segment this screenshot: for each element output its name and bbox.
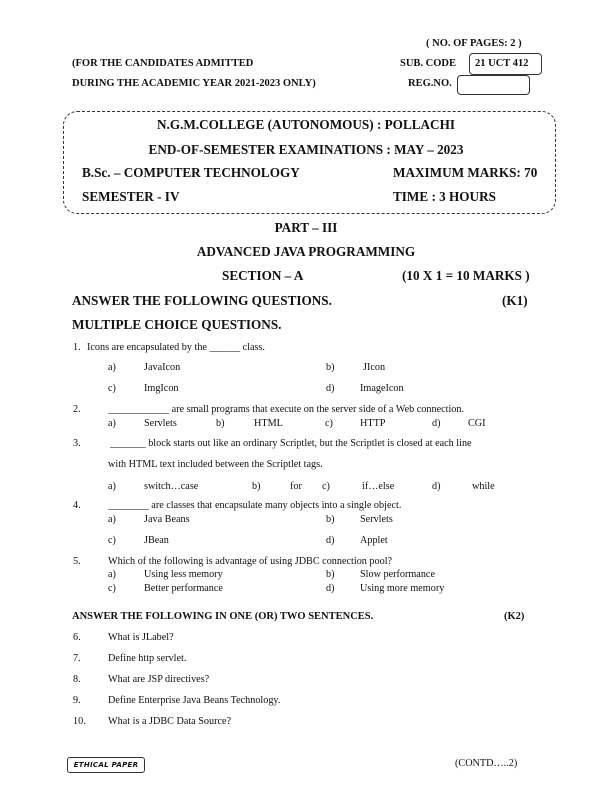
exam-name: END-OF-SEMESTER EXAMINATIONS : MAY – 2023 (148, 142, 464, 157)
option-key: c) (322, 481, 330, 492)
question-number: 3. (73, 438, 81, 449)
option-text: ImgIcon (144, 383, 179, 394)
short-question-8: What are JSP directives? (108, 674, 210, 685)
question-text: ________ are classes that encapsulate many objects into a single object. (108, 500, 402, 511)
option-key: d) (326, 583, 335, 594)
question-number: 4. (73, 500, 81, 511)
ethical-paper-badge: ETHICAL PAPER (67, 757, 145, 773)
question-text-continued: with HTML text included between the Scriptlet tags. (108, 459, 323, 470)
short-question-7: Define http servlet. (108, 653, 187, 664)
question-number: 9. (73, 695, 81, 706)
question-number: 1. (73, 342, 81, 353)
option-text: while (472, 481, 495, 492)
short-question-6: What is JLabel? (108, 632, 174, 643)
option-text: Slow performance (360, 569, 435, 580)
question-text: _______ block starts out like an ordinary Scriptlet, but the Scriptlet is closed at each line (110, 438, 472, 449)
k2-level: (K2) (504, 611, 525, 622)
reg-no-label: REG.NO. (408, 78, 452, 89)
question-number: 5. (73, 556, 81, 567)
option-text: if…else (362, 481, 395, 492)
mcq-heading: MULTIPLE CHOICE QUESTIONS. (72, 317, 282, 332)
option-text: HTTP (360, 418, 386, 429)
section-instruction: ANSWER THE FOLLOWING QUESTIONS. (72, 293, 332, 308)
option-key: a) (108, 362, 116, 373)
option-text: for (290, 481, 302, 492)
option-key: b) (216, 418, 225, 429)
admitted-line-2: DURING THE ACADEMIC YEAR 2021-2023 ONLY) (72, 78, 316, 89)
admitted-line-1: (FOR THE CANDIDATES ADMITTED (72, 58, 254, 69)
question-number: 7. (73, 653, 81, 664)
option-text: JavaIcon (144, 362, 181, 373)
option-text: Applet (360, 535, 388, 546)
option-key: c) (108, 535, 116, 546)
option-text: ImageIcon (360, 383, 404, 394)
option-key: a) (108, 481, 116, 492)
option-text: Using less memory (144, 569, 223, 580)
short-question-10: What is a JDBC Data Source? (108, 716, 232, 727)
semester: SEMESTER - IV (82, 189, 180, 204)
option-text: HTML (254, 418, 283, 429)
option-key: b) (326, 514, 335, 525)
continued-note: (CONTD…..2) (455, 758, 518, 769)
sub-code-label: SUB. CODE (400, 58, 457, 69)
question-number: 8. (73, 674, 81, 685)
sub-code-box (469, 53, 542, 75)
college-name: N.G.M.COLLEGE (AUTONOMOUS) : POLLACHI (157, 117, 455, 132)
option-key: a) (108, 569, 116, 580)
question-text: Which of the following is advantage of using JDBC connection pool? (108, 556, 393, 567)
option-key: c) (108, 583, 116, 594)
short-answer-instruction: ANSWER THE FOLLOWING IN ONE (OR) TWO SENTENCES. (72, 611, 374, 622)
option-key: a) (108, 514, 116, 525)
option-text: switch…case (144, 481, 199, 492)
max-marks: MAXIMUM MARKS: 70 (393, 165, 538, 180)
question-text: Icons are encapsulated by the ______ class. (87, 342, 265, 353)
option-key: c) (108, 383, 116, 394)
exam-time: TIME : 3 HOURS (393, 189, 496, 204)
option-text: JIcon (363, 362, 386, 373)
question-text: ____________ are small programs that execute on the server side of a Web connection. (108, 404, 465, 415)
option-text: Servlets (360, 514, 393, 525)
option-text: Using more memory (360, 583, 445, 594)
course-name: B.Sc. – COMPUTER TECHNOLOGY (82, 165, 300, 180)
option-key: b) (326, 569, 335, 580)
page-count: ( NO. OF PAGES: 2 ) (426, 38, 522, 49)
option-text: Better performance (144, 583, 223, 594)
option-key: d) (326, 535, 335, 546)
section-marks: (10 X 1 = 10 MARKS ) (402, 268, 530, 283)
option-key: a) (108, 418, 116, 429)
reg-no-field[interactable] (457, 75, 530, 95)
subject-title: ADVANCED JAVA PROGRAMMING (196, 244, 416, 259)
question-number: 2. (73, 404, 81, 415)
option-text: JBean (144, 535, 169, 546)
option-text: Java Beans (144, 514, 190, 525)
option-key: c) (325, 418, 333, 429)
option-key: b) (326, 362, 335, 373)
section-name: SECTION – A (222, 268, 304, 283)
part-title: PART – III (274, 220, 338, 235)
option-key: d) (432, 481, 441, 492)
option-key: d) (432, 418, 441, 429)
question-number: 6. (73, 632, 81, 643)
option-text: Servlets (144, 418, 177, 429)
k1-level: (K1) (502, 293, 528, 308)
sub-code-value: 21 UCT 412 (475, 58, 529, 69)
option-text: CGI (468, 418, 486, 429)
option-key: d) (326, 383, 335, 394)
option-key: b) (252, 481, 261, 492)
short-question-9: Define Enterprise Java Beans Technology. (108, 695, 281, 706)
question-number: 10. (73, 716, 86, 727)
